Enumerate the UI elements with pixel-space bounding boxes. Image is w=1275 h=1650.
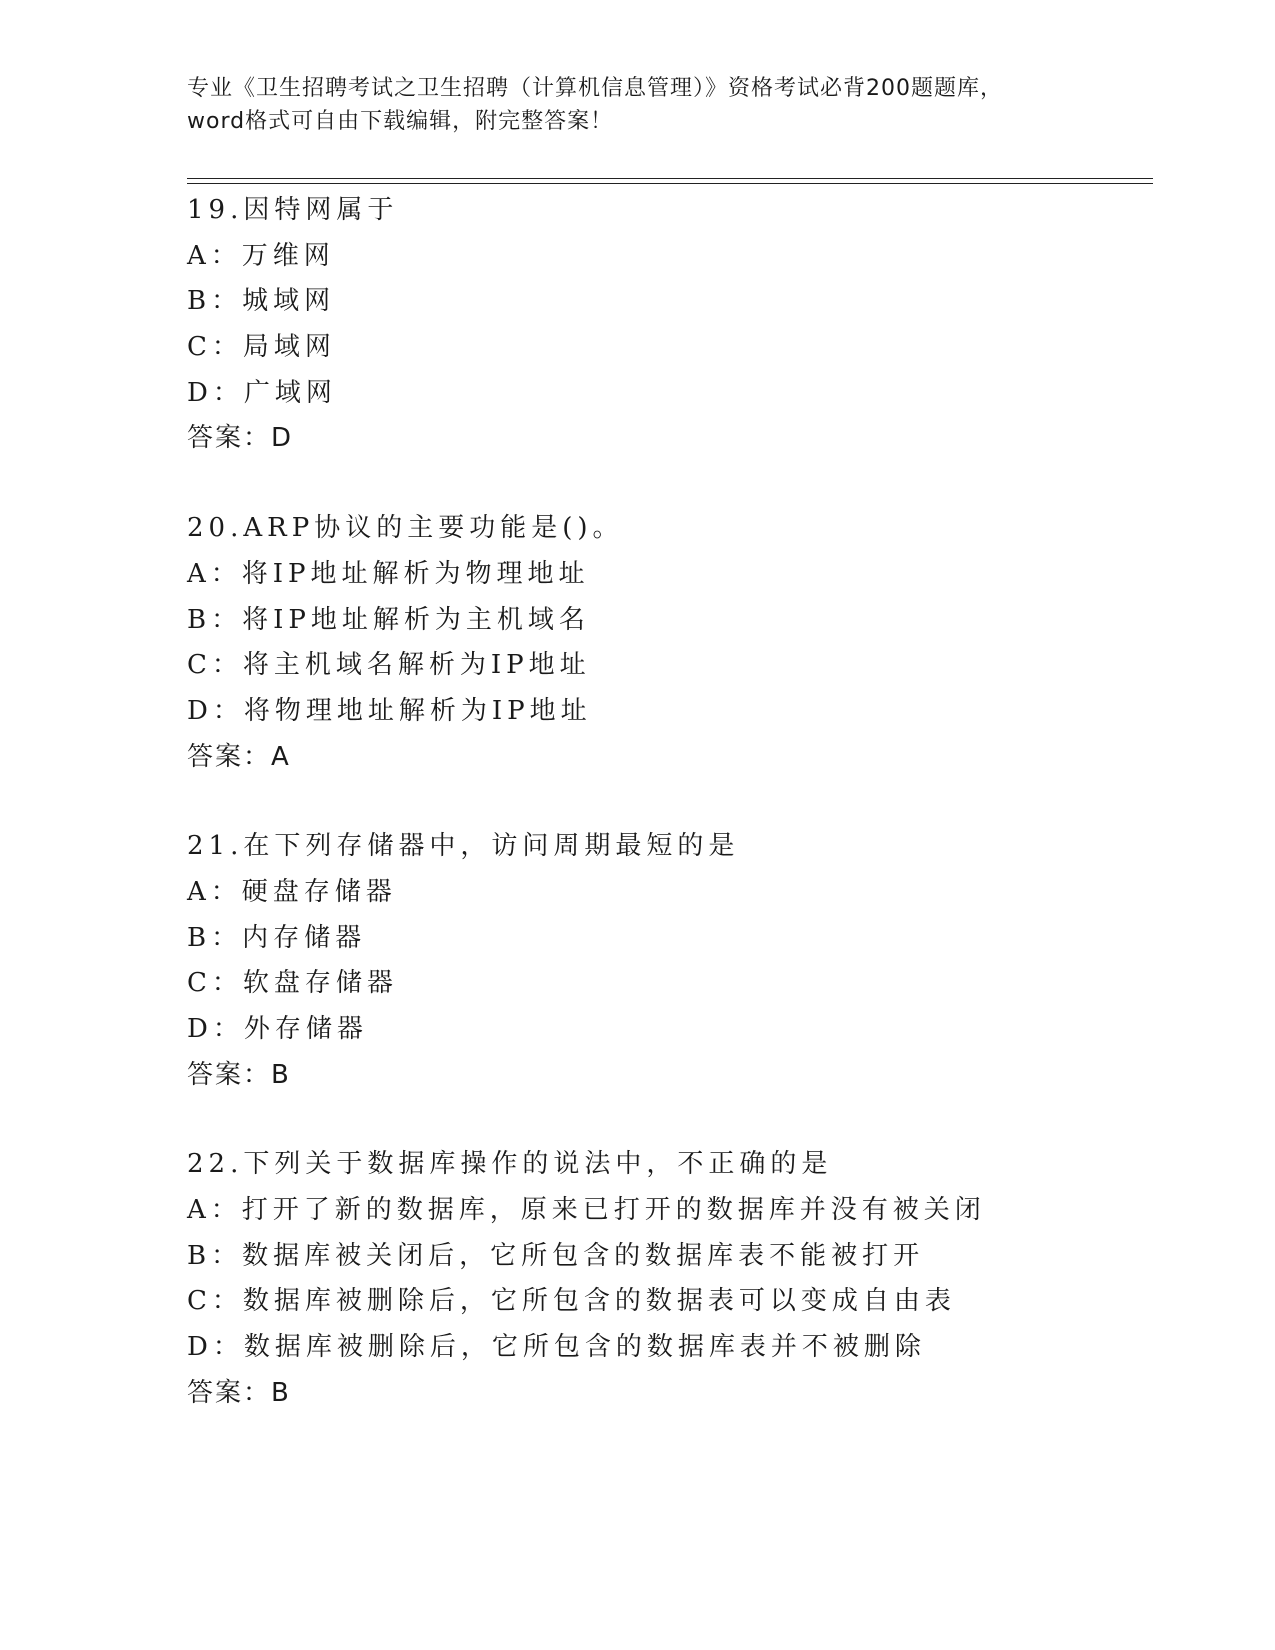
question-stem: 22.下列关于数据库操作的说法中，不正确的是 xyxy=(187,1149,833,1180)
option-c: C：局域网 xyxy=(187,332,336,363)
option-d: D：外存储器 xyxy=(187,1014,368,1044)
header-rule-bottom xyxy=(187,183,1153,184)
document-header xyxy=(187,72,1087,138)
header-rule-top xyxy=(187,178,1153,179)
answer-label: 答案：A xyxy=(187,741,291,772)
question-22 xyxy=(187,1142,1147,1416)
option-a: A：打开了新的数据库，原来已打开的数据库并没有被关闭 xyxy=(187,1195,986,1226)
question-stem: 19.因特网属于 xyxy=(187,195,399,225)
option-b: B：内存储器 xyxy=(187,922,367,953)
answer-label: 答案：D xyxy=(187,423,294,454)
question-stem: 21.在下列存储器中，访问周期最短的是 xyxy=(187,831,740,862)
option-d: D：将物理地址解析为IP地址 xyxy=(187,695,592,726)
option-b: B：数据库被关闭后，它所包含的数据库表不能被打开 xyxy=(187,1240,925,1271)
option-b: B：将IP地址解析为主机域名 xyxy=(187,604,590,635)
option-a: A：将IP地址解析为物理地址 xyxy=(187,558,590,589)
question-stem: 20.ARP协议的主要功能是()。 xyxy=(187,513,624,544)
option-a: A：万维网 xyxy=(187,240,335,271)
option-c: C：数据库被删除后，它所包含的数据表可以变成自由表 xyxy=(187,1286,956,1317)
question-20 xyxy=(187,506,1147,780)
header-line-1: 专业《卫生招聘考试之卫生招聘（计算机信息管理）》资格考试必背200题题库， xyxy=(187,76,1003,101)
question-list xyxy=(187,188,1147,1461)
option-d: D：数据库被删除后，它所包含的数据库表并不被删除 xyxy=(187,1332,926,1363)
question-19 xyxy=(187,188,1147,462)
header-line-2: word格式可自由下载编辑，附完整答案！ xyxy=(187,109,614,134)
answer-label: 答案：B xyxy=(187,1059,291,1090)
option-c: C：软盘存储器 xyxy=(187,968,398,999)
option-a: A：硬盘存储器 xyxy=(187,876,397,907)
option-b: B：城域网 xyxy=(187,286,336,317)
option-c: C：将主机域名解析为IP地址 xyxy=(187,650,591,681)
answer-label: 答案：B xyxy=(187,1377,291,1408)
option-d: D：广域网 xyxy=(187,377,337,408)
question-21 xyxy=(187,824,1147,1098)
